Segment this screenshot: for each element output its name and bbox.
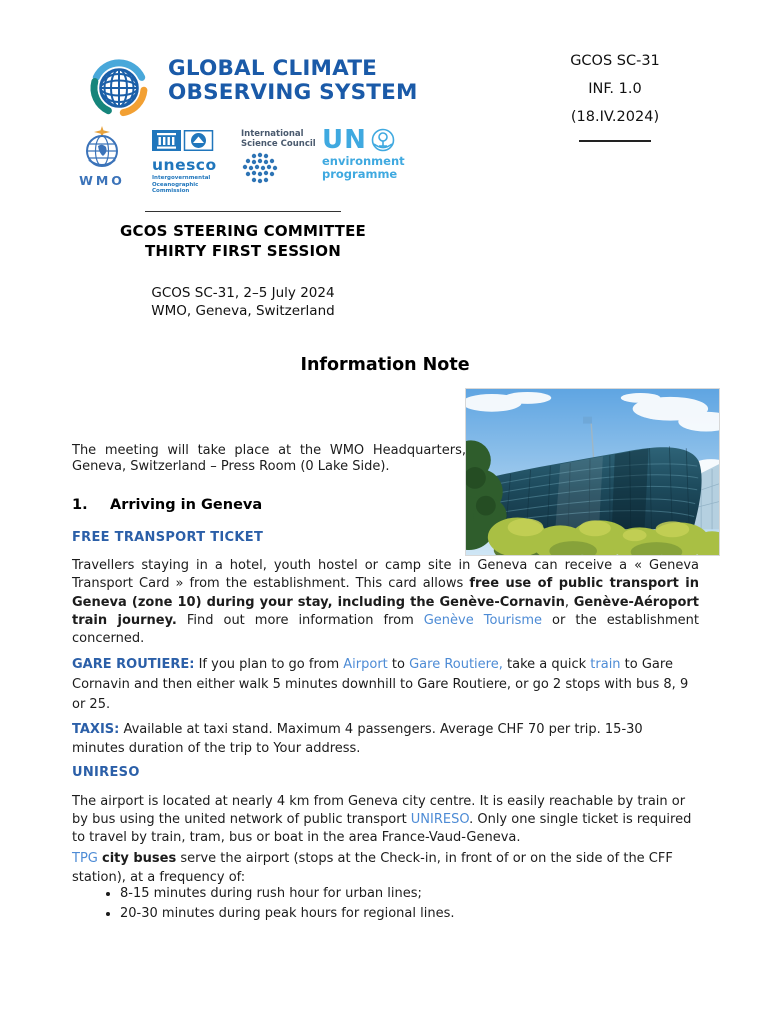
free-transport-heading: FREE TRANSPORT TICKET: [72, 530, 264, 545]
wmo-logo: [76, 126, 128, 188]
gare-routiere-text-2: to: [387, 657, 410, 672]
frequency-regional: 20-30 minutes during peak hours for regional lines.: [120, 905, 455, 921]
unireso-paragraph: [72, 793, 704, 847]
gcos-globe-logo-icon: [86, 52, 152, 122]
unesco-subtitle: [152, 175, 216, 195]
taxis-text: Available at taxi stand. Maximum 4 passengers. Average CHF 70 per trip. 15-30 minutes duration of the trip to Your address.: [72, 722, 643, 756]
wmo-emblem-icon: [79, 126, 125, 168]
train-link[interactable]: train: [590, 657, 621, 672]
wmo-label: WMO: [79, 173, 125, 188]
tpg-text: serve the airport (stops at the Check-in, in front of or on the side of the CFF station), at a frequency of:: [72, 851, 673, 885]
free-transport-text-3: Find out more information from: [176, 612, 424, 628]
frequency-list: [94, 884, 720, 923]
free-transport-text-1: Travellers staying in a hotel, youth hostel or camp site in Geneva can receive a « Geneva Transport Card » from the establishment. This card allows: [72, 558, 699, 592]
doc-ref-inf: INF. 1.0: [588, 81, 642, 97]
taxis-paragraph: [72, 720, 699, 758]
session-location: WMO, Geneva, Switzerland: [151, 303, 335, 319]
unesco-subtitle-line1: Intergovernmental: [152, 175, 211, 181]
free-transport-paragraph: [72, 557, 699, 648]
unep-label-line1: environment: [322, 154, 405, 168]
gare-routiere-link[interactable]: Gare Routiere,: [409, 657, 503, 672]
unireso-text-2: . Only one single ticket is required to travel by train, tram, bus or boat in the area France-Vaud-Geneva.: [72, 812, 692, 845]
section-1-heading: [72, 497, 262, 513]
free-transport-text-4: or the establishment concerned.: [72, 612, 700, 647]
session-title: [93, 222, 393, 261]
section-1-title: Arriving in Geneva: [110, 497, 263, 513]
unesco-subtitle-line3: Commission: [152, 188, 190, 194]
doc-reference: [540, 47, 690, 142]
frequency-urban: 8-15 minutes during rush hour for urban lines;: [120, 886, 422, 901]
session-title-line1: GCOS STEERING COMMITTEE: [120, 222, 366, 240]
tpg-link[interactable]: TPG: [72, 851, 98, 866]
session-title-line2: THIRTY FIRST SESSION: [144, 241, 342, 260]
unep-emblem-icon: [370, 127, 396, 153]
unireso-heading: UNIRESO: [72, 765, 140, 780]
unireso-text-1: The airport is located at nearly 4 km from Geneva city centre. It is easily reachable by train or by bus using the united network of public transport: [72, 794, 686, 827]
unireso-link[interactable]: UNIRESO: [410, 812, 470, 827]
gcos-wordmark-line1: GLOBAL CLIMATE: [168, 56, 378, 81]
airport-link[interactable]: Airport: [343, 657, 388, 672]
tpg-paragraph: [72, 849, 704, 887]
intro-paragraph: The meeting will take place at the WMO Headquarters, Geneva, Switzerland – Press Room (0 Lake Side).: [72, 443, 466, 474]
taxis-label: TAXIS:: [72, 722, 120, 737]
isc-logo: [241, 130, 319, 188]
section-1-number: 1.: [72, 497, 88, 513]
gcos-wordmark-line2: OBSERVING SYSTEM: [168, 80, 418, 105]
isc-label-line2: Science Council: [241, 138, 316, 149]
free-transport-text-2: ,: [564, 594, 574, 610]
unesco-subtitle-line2: Oceanographic: [152, 181, 199, 188]
session-date: GCOS SC-31, 2–5 July 2024: [151, 285, 335, 301]
unesco-label: unesco: [152, 156, 217, 174]
wmo-headquarters-photo: [465, 388, 720, 556]
gare-routiere-label: GARE ROUTIERE:: [72, 657, 195, 672]
unep-un-label: UN: [322, 125, 367, 155]
list-item: [120, 884, 720, 904]
free-transport-bold-1: free use of public transport in Geneva (zone 10) during your stay, including the Genève-Cornavin: [72, 576, 699, 610]
doc-ref-rule: [579, 140, 651, 142]
unep-label: [322, 155, 412, 180]
gare-routiere-paragraph: [72, 655, 699, 715]
tpg-bold: city buses: [102, 851, 177, 866]
free-transport-bold-2: Genève-Aéroport train journey.: [72, 594, 700, 628]
isc-dots-icon: [241, 152, 283, 184]
doc-ref-code: GCOS SC-31: [570, 53, 660, 69]
gcos-wordmark: [168, 57, 418, 105]
isc-label-line1: International: [241, 129, 304, 139]
gare-routiere-text-1: If you plan to go from: [194, 657, 344, 672]
unep-label-line2: programme: [322, 166, 398, 181]
list-item: [120, 904, 720, 924]
geneve-tourisme-link[interactable]: Genève Tourisme: [423, 612, 543, 628]
title-rule: [145, 211, 341, 212]
page-title: Information Note: [300, 355, 470, 375]
doc-ref-date: (18.IV.2024): [570, 109, 660, 125]
gare-routiere-text-4: to Gare Cornavin and then either walk 5 minutes downhill to Gare Routiere, or go 2 stops with bus 8, 9 or 25.: [72, 657, 689, 712]
unesco-emblem-icon: [152, 130, 214, 152]
isc-label: [241, 130, 319, 149]
gare-routiere-text-3: take a quick: [502, 657, 591, 672]
unesco-ioc-logo: [152, 130, 216, 195]
unep-logo: [322, 127, 412, 180]
session-details: [93, 284, 393, 320]
